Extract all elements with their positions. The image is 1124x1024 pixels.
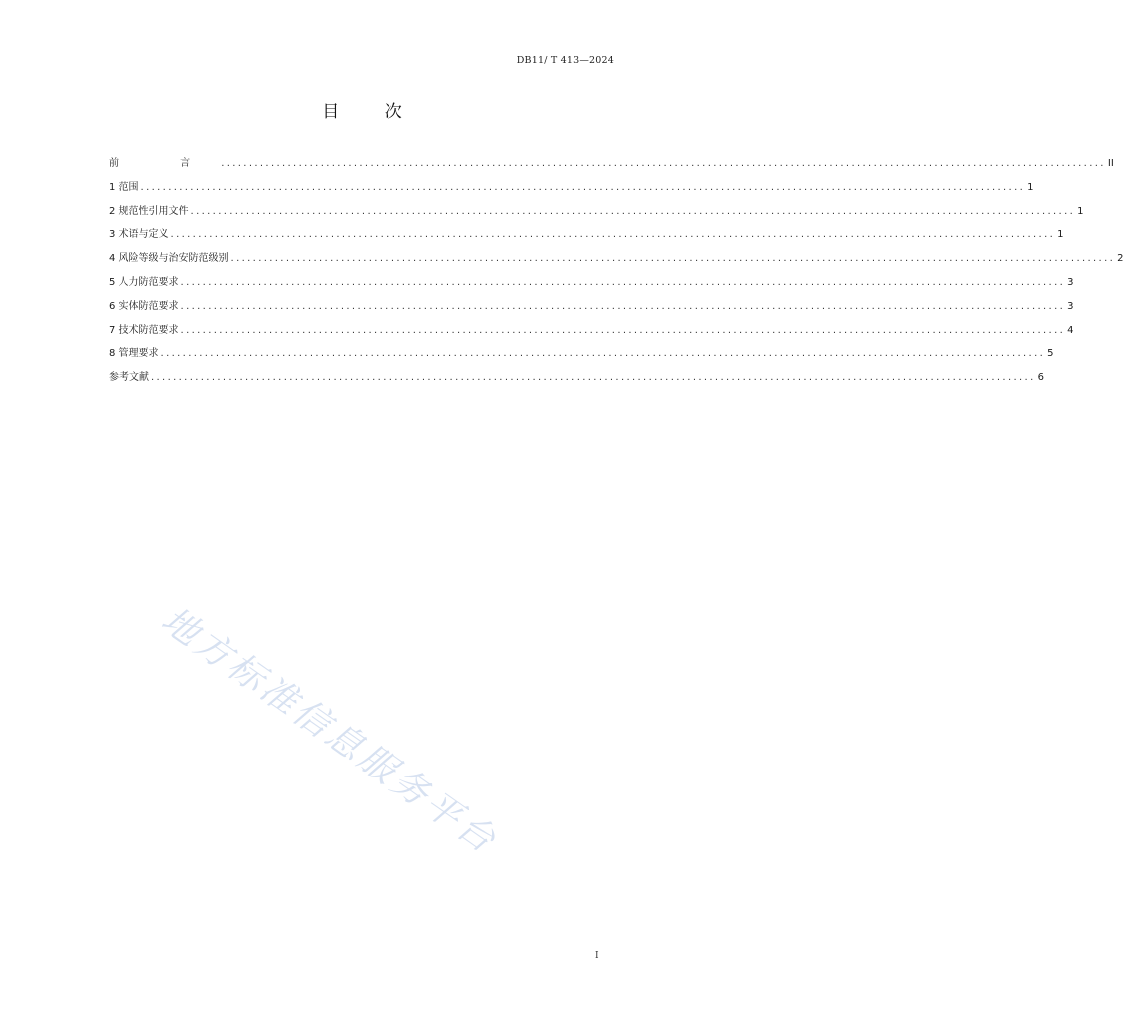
- toc-label: 4 风险等级与治安防范级别: [109, 253, 229, 265]
- toc-page-number: 1: [1027, 181, 1034, 193]
- dot-leader: ................................................................................................................................................................: [170, 229, 1056, 241]
- toc-page-number: 3: [1067, 300, 1074, 312]
- toc-label: 1 范围: [109, 181, 139, 193]
- toc-entry-normative-references[interactable]: [109, 200, 1084, 224]
- toc-label: 2 规范性引用文件: [109, 205, 189, 217]
- toc-label: 3 术语与定义: [109, 229, 169, 241]
- toc-entry-terms-definitions[interactable]: [109, 223, 1064, 247]
- dot-leader: ................................................................................................................................................................: [180, 324, 1066, 336]
- dot-leader: ................................................................................................................................................................: [140, 181, 1026, 193]
- toc-page-number: 2: [1117, 253, 1124, 265]
- toc-page-number: 3: [1067, 276, 1074, 288]
- toc-entry-manpower-requirements[interactable]: [109, 271, 1074, 295]
- toc-label: 5 人力防范要求: [109, 276, 179, 288]
- toc-page-number: 6: [1037, 372, 1044, 384]
- toc-entry-technical-requirements[interactable]: [109, 319, 1074, 343]
- toc-page-number: 4: [1067, 324, 1074, 336]
- toc-entry-scope[interactable]: [109, 176, 1034, 200]
- toc-page-number: 1: [1057, 229, 1064, 241]
- table-of-contents: [109, 152, 1124, 390]
- toc-entry-foreword[interactable]: [109, 152, 1114, 176]
- toc-label: 前 言: [109, 158, 220, 169]
- toc-page-number: 1: [1077, 205, 1084, 217]
- toc-entry-physical-requirements[interactable]: [109, 295, 1074, 319]
- watermark: 地方标准信息服务平台: [153, 599, 506, 863]
- toc-entry-risk-levels[interactable]: [109, 247, 1124, 271]
- toc-page-number: 5: [1047, 348, 1054, 360]
- doc-code: DB11/ T 413—2024: [516, 55, 614, 66]
- dot-leader: ................................................................................................................................................................: [221, 158, 1106, 169]
- toc-label: 7 技术防范要求: [109, 324, 179, 336]
- toc-label: 6 实体防范要求: [109, 300, 179, 312]
- page-number: I: [595, 951, 599, 961]
- page-title: 目 次: [322, 102, 422, 122]
- dot-leader: ................................................................................................................................................................: [151, 372, 1036, 384]
- toc-entry-bibliography[interactable]: [109, 366, 1044, 390]
- dot-leader: ................................................................................................................................................................: [190, 205, 1076, 217]
- toc-label: 8 管理要求: [109, 348, 159, 360]
- toc-entry-management-requirements[interactable]: [109, 342, 1054, 366]
- dot-leader: ................................................................................................................................................................: [180, 276, 1066, 288]
- toc-page-number: II: [1107, 158, 1114, 169]
- dot-leader: ................................................................................................................................................................: [230, 253, 1116, 265]
- dot-leader: ................................................................................................................................................................: [180, 300, 1066, 312]
- dot-leader: ................................................................................................................................................................: [160, 348, 1046, 360]
- toc-label: 参考文献: [109, 372, 149, 384]
